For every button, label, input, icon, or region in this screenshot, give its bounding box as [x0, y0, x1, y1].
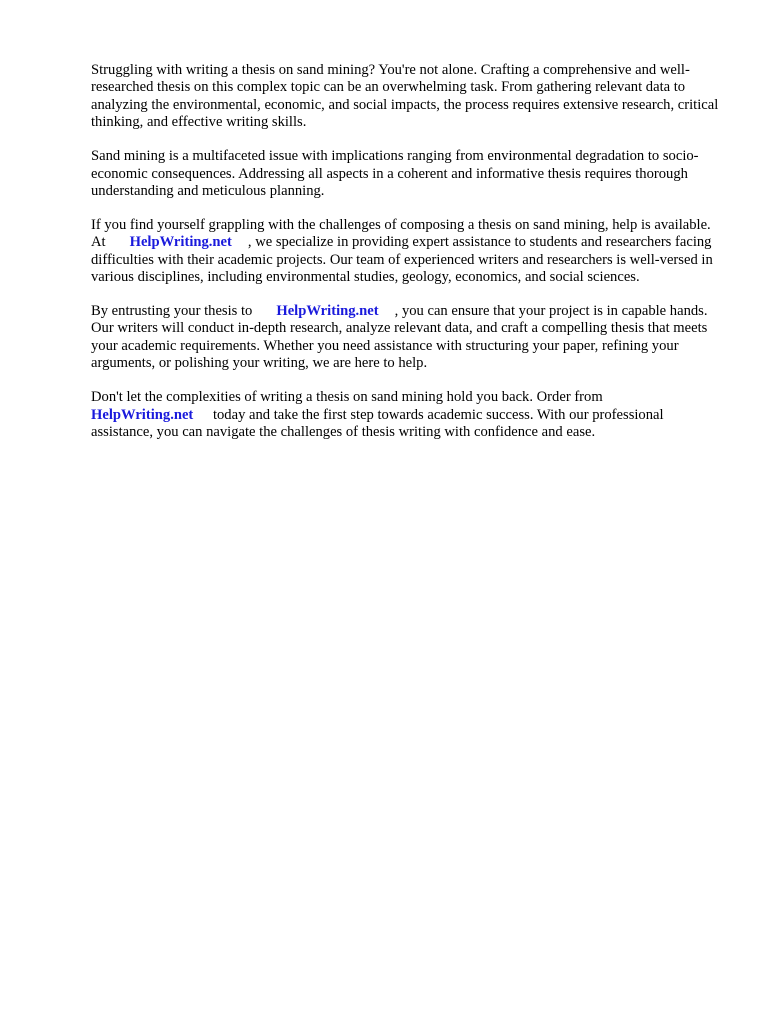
paragraph-entrust-text-before: By entrusting your thesis to — [91, 302, 253, 319]
helpwriting-link[interactable]: HelpWriting.net — [129, 234, 232, 251]
paragraph-entrust-text-after: , you can ensure that your project is in capable hands. Our writers will conduct in-depth research, analyze relevant data, and craft a compelling thesis that meets your academic requirements. Whether you need assistance with structuring your paper, refining your arguments, or polishing your writing, we are here to help. — [91, 302, 708, 372]
document-page — [91, 62, 721, 458]
paragraph-order-text-after: today and take the first step towards academic success. With our professional assistance, you can navigate the challenges of thesis writing with confidence and ease. — [91, 406, 664, 440]
paragraph-issue-text: Sand mining is a multifaceted issue with implications ranging from environmental degradation to socio-economic consequences. Addressing all aspects in a coherent and informative thesis requires thorough understanding and meticulous planning. — [91, 148, 699, 199]
paragraph-help-text-after: , we specialize in providing expert assistance to students and researchers facing difficulties with their academic projects. Our team of experienced writers and researchers is well-versed in various disciplines, including environmental studies, geology, economics, and social sciences. — [91, 234, 713, 286]
paragraph-intro-text: Struggling with writing a thesis on sand mining? You're not alone. Crafting a comprehensive and well-researched thesis on this complex topic can be an overwhelming task. From gathering relevant data to analyzing the environmental, economic, and social impacts, the process requires extensive research, critical thinking, and effective writing skills. — [91, 62, 719, 131]
helpwriting-link[interactable]: HelpWriting.net — [276, 302, 379, 319]
paragraph-order-text-before: Don't let the complexities of writing a thesis on sand mining hold you back. Order from — [91, 389, 603, 406]
paragraph-issue — [91, 148, 721, 200]
paragraph-entrust — [91, 303, 721, 373]
paragraph-help-text-before: If you find yourself grappling with the challenges of composing a thesis on sand mining, help is available. At — [91, 216, 711, 251]
helpwriting-link[interactable]: HelpWriting.net — [91, 406, 194, 423]
paragraph-order — [91, 389, 721, 441]
paragraph-intro — [91, 62, 721, 132]
paragraph-help — [91, 217, 721, 287]
